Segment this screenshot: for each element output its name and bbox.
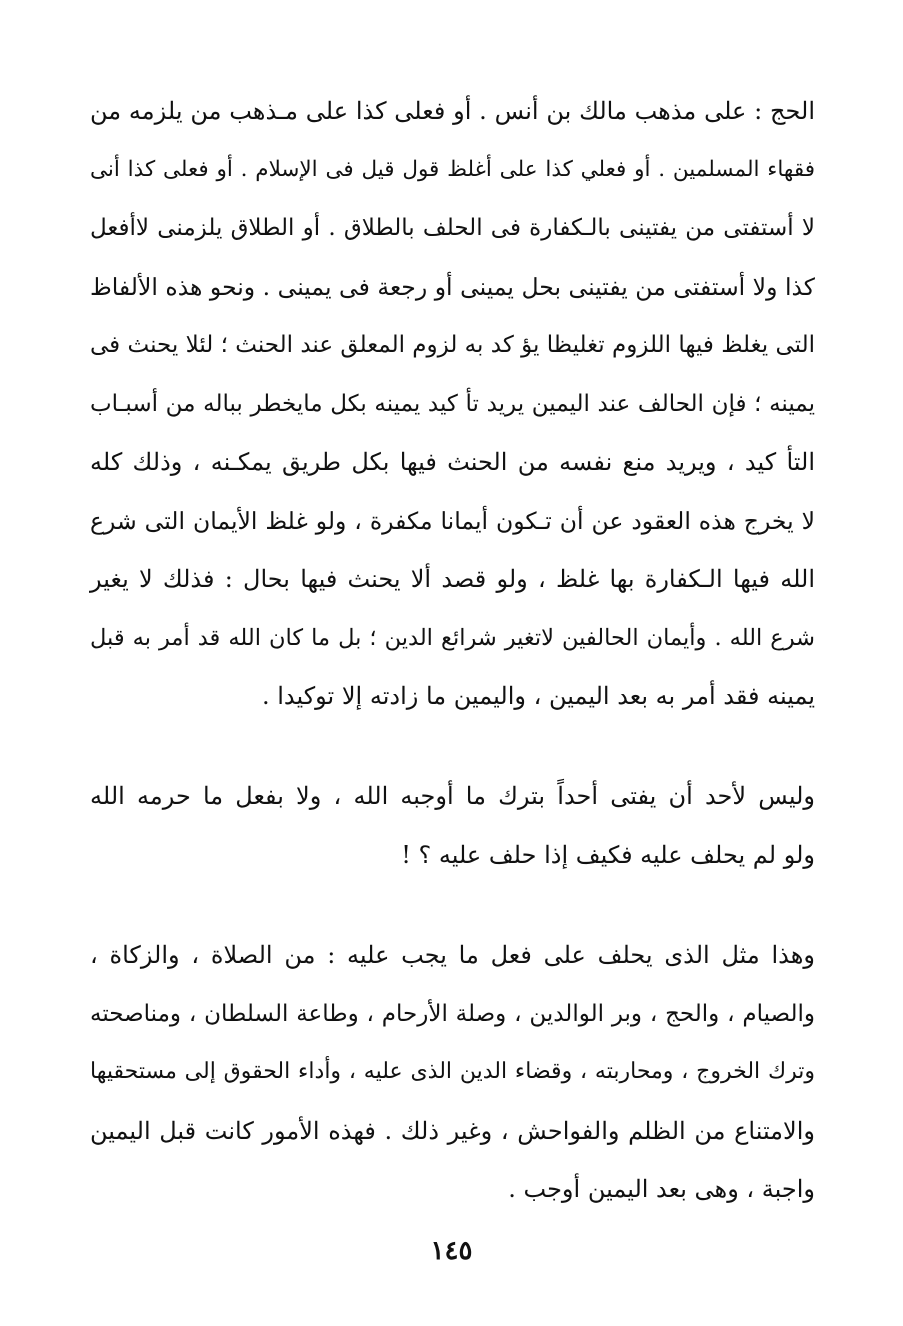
text-line: وهذا مثل الذى يحلف على فعل ما يجب عليه : من الصلاة ، والزكاة ، — [90, 941, 815, 969]
text-line: يمينه ؛ فإن الحالف عند اليمين يريد تأ كيد يمينه بكل مايخطر بباله من أسبـاب — [90, 390, 815, 417]
text-line: التأ كيد ، ويريد منع نفسه من الحنث فيها بكل طريق يمكـنه ، وذلك كله — [90, 448, 815, 476]
text-line: واجبة ، وهى بعد اليمين أوجب . — [508, 1175, 815, 1203]
text-line: والامتناع من الظلم والفواحش ، وغير ذلك . فهذه الأمور كانت قبل اليمين — [90, 1116, 815, 1145]
text-line: لا أستفتى من يفتينى بالـكفارة فى الحلف بالطلاق . أو الطلاق يلزمنى لاأفعل — [90, 215, 815, 241]
text-line: الله فيها الـكفارة بها غلظ ، ولو قصد ألا يحنث فيها بحال : فذلك لا يغير — [90, 565, 815, 593]
text-line: لا يخرج هذه العقود عن أن تـكون أيمانا مكفرة ، ولو غلظ الأيمان التى شرع — [90, 506, 815, 535]
text-line: وليس لأحد أن يفتى أحداً بترك ما أوجبه الله ، ولا بفعل ما حرمه الله — [90, 782, 815, 810]
text-line: ولو لم يحلف عليه فكيف إذا حلف عليه ؟ ! — [401, 840, 815, 869]
text-line: شرع الله . وأيمان الحالفين لاتغير شرائع الدين ؛ بل ما كان الله قد أمر به قبل — [90, 624, 815, 651]
text-line: كذا ولا أستفتى من يفتينى بحل يمينى أو رجعة فى يمينى . ونحو هذه الألفاظ — [90, 272, 815, 301]
paragraph — [90, 82, 815, 726]
paragraph — [90, 767, 815, 884]
text-line: يمينه فقد أمر به بعد اليمين ، واليمين ما زادته إلا توكيدا . — [261, 682, 815, 710]
text-line: والصيام ، والحج ، وبر الوالدين ، وصلة الأرحام ، وطاعة السلطان ، ومناصحته — [90, 1000, 815, 1027]
text-line: وترك الخروج ، ومحاربته ، وقضاء الدين الذى عليه ، وأداء الحقوق إلى مستحقيها — [90, 1059, 815, 1084]
page-number: ١٤٥ — [430, 1236, 473, 1266]
text-line: التى يغلظ فيها اللزوم تغليظا يؤ كد به لزوم المعلق عند الحنث ؛ لئلا يحنث فى — [90, 332, 815, 358]
text-line: الحج : على مذهب مالك بن أنس . أو فعلى كذا على مـذهب من يلزمه من — [90, 97, 815, 125]
paragraph — [90, 926, 815, 1219]
text-line: فقهاء المسلمين . أو فعلي كذا على أغلظ قول قيل فى الإسلام . أو فعلى كذا أنى — [90, 156, 815, 182]
